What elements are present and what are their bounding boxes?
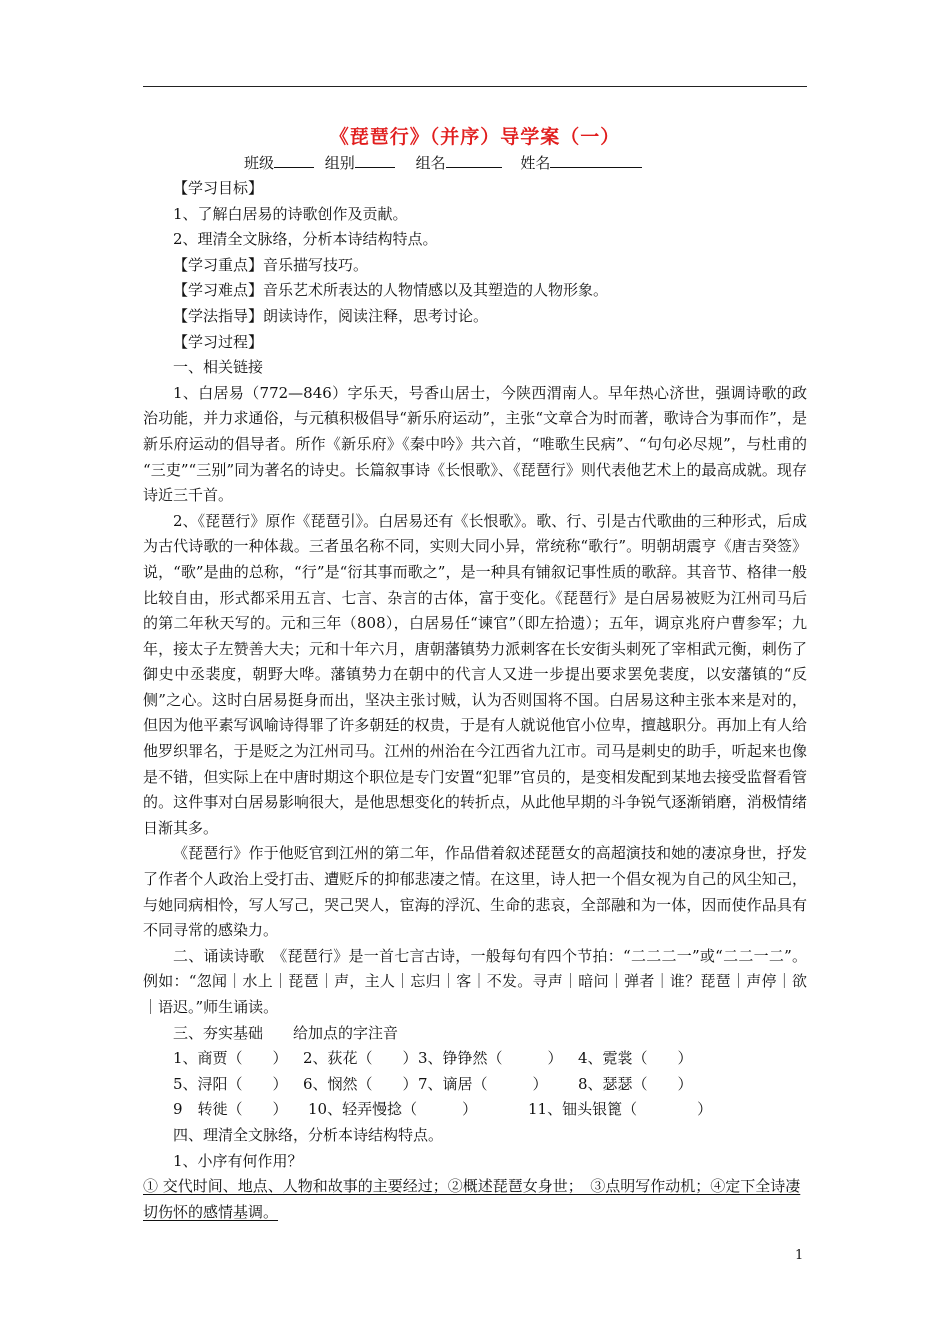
class-blank: [274, 153, 314, 168]
class-label: 班级: [244, 154, 275, 172]
name-blank: [550, 153, 642, 168]
pinyin-item: 10、轻弄慢捻（ ）: [308, 1100, 478, 1119]
paragraph-pipa-background: 2、《琵琶行》原作《琵琶引》。白居易还有《长恨歌》。歌、行、引是古代歌曲的三种形式，后成为古代诗歌的一种体裁。三者虽名称不同，实则大同小异，常统称“歌行”。明朝胡震亨《唐吉癸签》说，“歌”是曲的总称，“行”是“衍其事而歌之”，是一种具有铺叙记事性质的歌辞。其音节、格律一般比较自由，形式都采用五言、七言、杂言的古体，富于变化。《琵琶行》是白居易被贬为江州司马后的第二年秋天写的。元和三年（808），白居易任“谏官”（即左拾遗）；五年，调京兆府户曹参军；九年，接太子左赞善大夫；元和十年六月，唐朝藩镇势力派刺客在长安街头刺死了宰相武元衡，刺伤了御史中丞裴度，朝野大哗。藩镇势力在朝中的代言人又进一步提出要求罢免裴度，以安藩镇的“反侧”之心。这时白居易挺身而出，坚决主张讨贼，认为否则国将不国。白居易这种主张本来是对的，但因为他平素写讽喻诗得罪了许多朝廷的权贵，于是有人就说他官小位卑，擅越职分。再加上有人给他罗织罪名，于是贬之为江州司马。江州的州治在今江西省九江市。司马是刺史的助手，听起来也像是不错，但实际上在中唐时期这个职位是专门安置“犯罪”官员的，是变相发配到某地去接受监督看管的。这件事对白居易影响很大，是他思想变化的转折点，从此他早期的斗争锐气逐渐销磨，消极情绪日渐其多。: [143, 511, 807, 837]
name-label: 姓名: [520, 154, 551, 172]
paragraph-bai-juyi: 1、白居易（772—846）字乐天，号香山居士，今陕西渭南人。早年热心济世，强调诗歌的政治功能，并力求通俗，与元稹积极倡导“新乐府运动”，主张“文章合为时而著，歌诗合为事而作”，是新乐府运动的倡导者。所作《新乐府》《秦中吟》共六首，“唯歌生民病”、“句句必尽规”，与杜甫的 “三吏”“三别”同为著名的诗史。长篇叙事诗《长恨歌》、《琵琶行》则代表他艺术上的最高成就。现存诗近三千首。: [143, 383, 807, 505]
document-title: 《琵琶行》（并序）导学案（一）: [329, 126, 621, 148]
student-info-line: [244, 152, 642, 173]
section-1-title: 一、相关链接: [173, 358, 264, 377]
pinyin-item: 6、悯然（ ）: [303, 1074, 418, 1093]
question-1: 1、小序有何作用？: [173, 1151, 303, 1170]
pinyin-item: 3、铮铮然（ ）: [418, 1049, 563, 1068]
objectives-header: 【学习目标】: [173, 179, 264, 197]
pinyin-row-1: [143, 1046, 807, 1072]
pinyin-item: 2、荻花（ ）: [303, 1049, 418, 1068]
pinyin-item: 8、瑟瑟（ ）: [578, 1074, 693, 1093]
pinyin-item: 5、浔阳（ ）: [173, 1074, 288, 1093]
process-header: 【学习过程】: [173, 332, 264, 351]
paragraph-recitation: 二、诵读诗歌 《琵琶行》是一首七言古诗，一般每句有四个节拍：“二二二一”或“二二一二”。例如：“忽闻｜水上｜琵琶｜声，主人｜忘归｜客｜不发。寻声｜暗问｜弹者｜谁？琵琶｜声停｜欲｜语迟。”师生诵读。: [143, 946, 807, 1016]
study-method: 【学法指导】朗读诗作，阅读注释，思考讨论。: [173, 306, 489, 325]
pinyin-item: 7、谪居（ ）: [418, 1074, 548, 1093]
page-number: 1: [795, 1248, 804, 1263]
group-blank: [355, 153, 395, 168]
key-points: 【学习重点】音乐描写技巧。: [173, 255, 369, 274]
group-label: 组别: [324, 154, 355, 172]
group-name-label: 组名: [415, 154, 446, 172]
answer-1: ① 交代时间、地点、人物和故事的主要经过；②概述琵琶女身世； ③点明写作动机；④定下全诗凄切伤怀的感情基调。: [143, 1177, 801, 1221]
pinyin-row-2: [143, 1072, 807, 1098]
document-body: [143, 176, 807, 1225]
pinyin-item: 4、霓裳（ ）: [578, 1049, 693, 1068]
difficulty: 【学习难点】音乐艺术所表达的人物情感以及其塑造的人物形象。: [173, 281, 609, 300]
group-name-blank: [446, 153, 502, 168]
pinyin-item: 11、钿头银篦（ ）: [528, 1100, 713, 1119]
pinyin-row-3: [143, 1097, 807, 1123]
section-3-title: 三、夯实基础 给加点的字注音: [173, 1023, 399, 1042]
header-rule: [143, 86, 807, 87]
objective-2: 2、理清全文脉络，分析本诗结构特点。: [173, 230, 438, 249]
pinyin-item: 9 转徙（ ）: [173, 1100, 288, 1119]
pinyin-item: 1、商贾（ ）: [173, 1049, 288, 1068]
section-4-title: 四、理清全文脉络，分析本诗结构特点。: [173, 1125, 444, 1144]
paragraph-pipa-theme: 《琵琶行》作于他贬官到江州的第二年，作品借着叙述琵琶女的高超演技和她的凄凉身世，抒发了作者个人政治上受打击、遭贬斥的抑郁悲凄之情。在这里，诗人把一个倡女视为自己的风尘知己，与她同病相怜，写人写己，哭己哭人，宦海的浮沉、生命的悲哀，全部融和为一体，因而使作品具有不同寻常的感染力。: [143, 844, 807, 940]
objective-1: 1、了解白居易的诗歌创作及贡献。: [173, 204, 408, 223]
